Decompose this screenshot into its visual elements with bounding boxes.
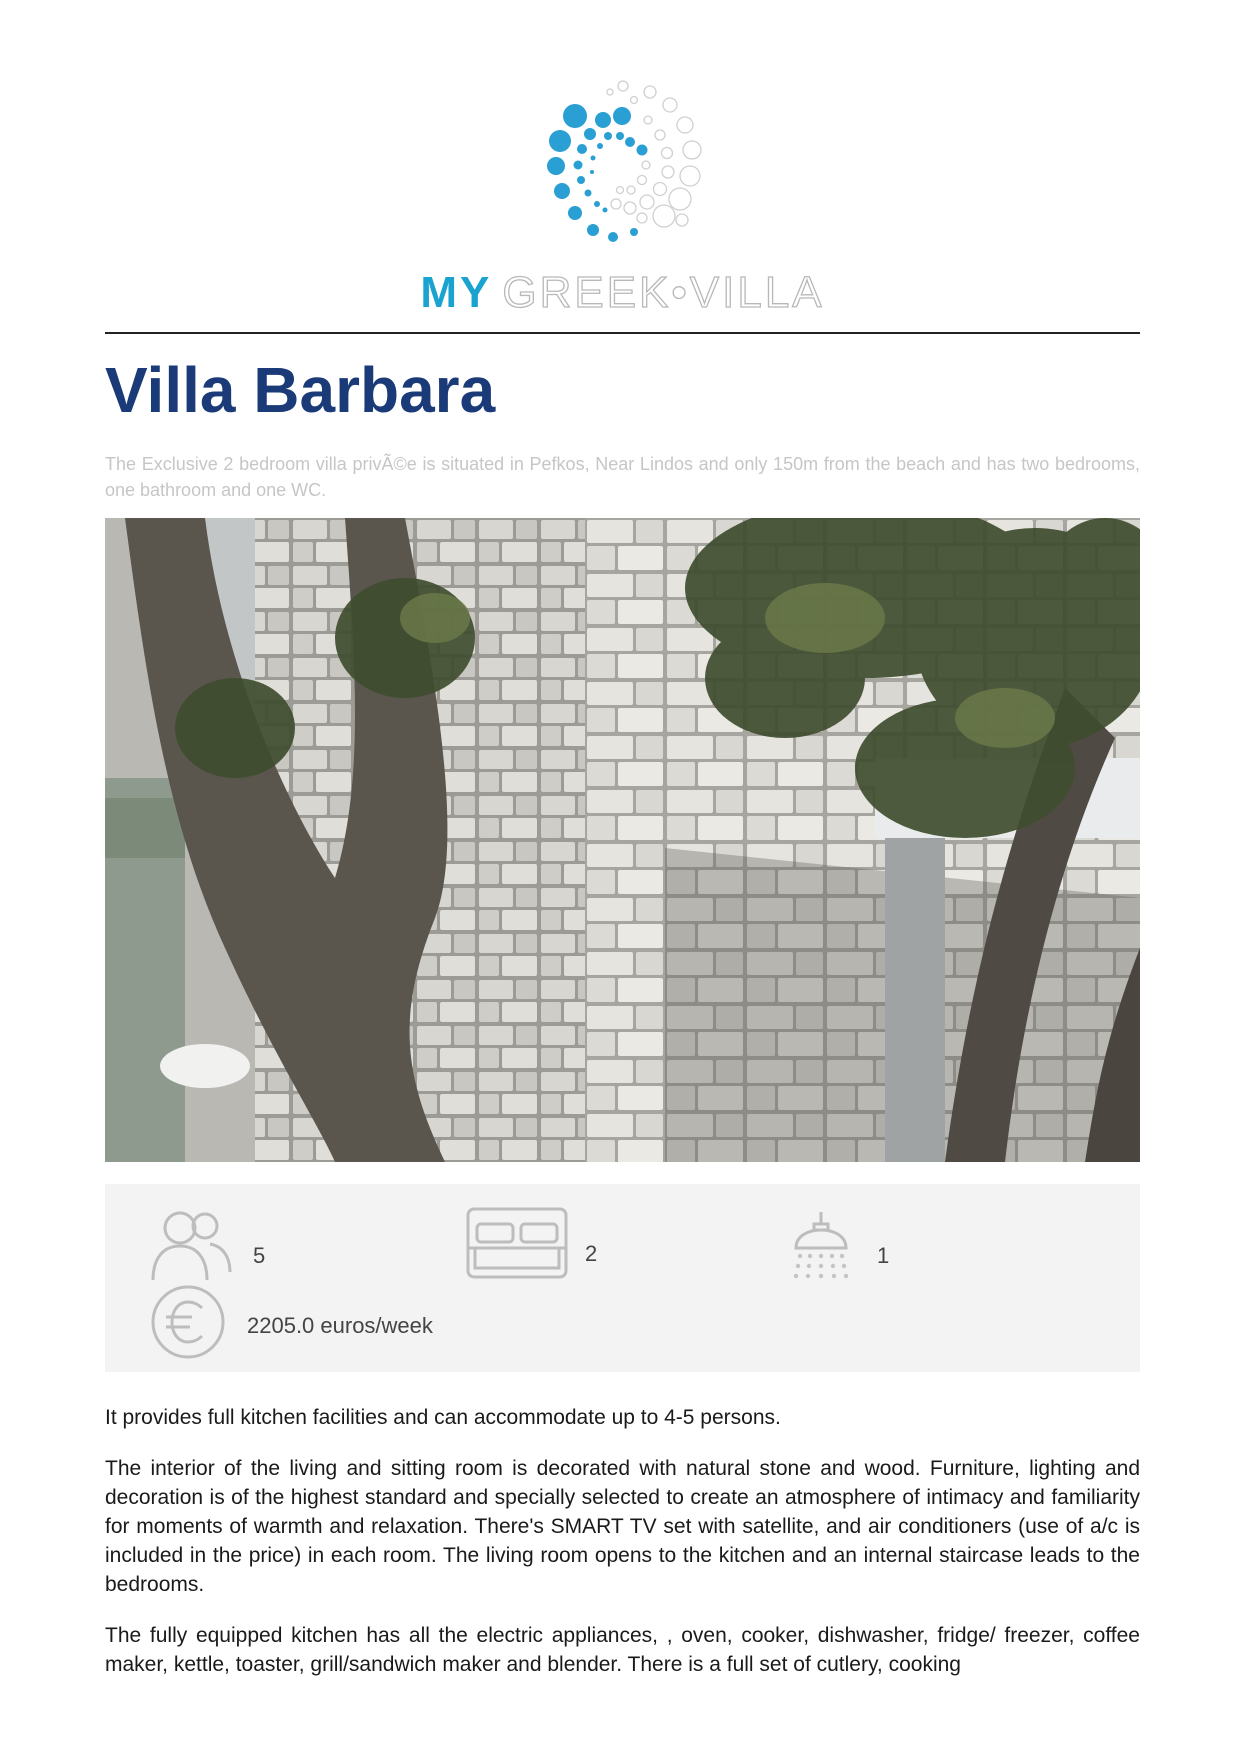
villa-photo — [105, 518, 1140, 1162]
bedrooms-value: 2 — [585, 1241, 598, 1266]
intro-text: The Exclusive 2 bedroom villa privÃ©e is situated in Pefkos, Near Lindos and only 150m from the beach and has two bedrooms, one bathroom and one WC. — [105, 454, 1140, 500]
price-value: 2205.0 euros/week — [247, 1313, 433, 1338]
page-title: Villa Barbara — [105, 354, 496, 426]
paragraph-interior: The interior of the living and sitting room is decorated with natural stone and wood. Furniture, lighting and decoration is of the highest standard and specially selected to create an atmosphere of intimacy and familiarity for moments of warmth and relaxation. There's SMART TV set with satellite, and air conditioners (use of a/c is included in the price) in each room. The living room opens to the kitchen and an internal staircase leads to the bedrooms. — [105, 1457, 1140, 1596]
paragraph-kitchen-equipment: The fully equipped kitchen has all the electric appliances, , oven, cooker, dishwasher, fridge/ freezer, coffee maker, kettle, toaster, grill/sandwich maker and blender. There is a full set of cutlery, cooking — [105, 1624, 1140, 1676]
site-logo[interactable] — [105, 80, 1140, 330]
paragraph-kitchen-capacity: It provides full kitchen facilities and can accommodate up to 4-5 persons. — [105, 1406, 781, 1429]
shower-icon — [790, 1210, 852, 1284]
villa-stone-wall-photo-icon — [105, 518, 1140, 1162]
features-panel — [105, 1184, 1140, 1372]
euro-icon — [150, 1284, 226, 1360]
logo-wordmark — [105, 268, 1140, 318]
logo-text-my: MY — [420, 268, 493, 317]
people-icon — [150, 1206, 232, 1282]
bubble-spiral-logo-icon — [530, 80, 715, 245]
guests-value: 5 — [253, 1243, 266, 1268]
bathrooms-value: 1 — [877, 1243, 890, 1268]
logo-text-greek-villa: GREEK•VILLA — [502, 268, 825, 317]
header-divider — [105, 332, 1140, 334]
bed-icon — [465, 1206, 569, 1280]
